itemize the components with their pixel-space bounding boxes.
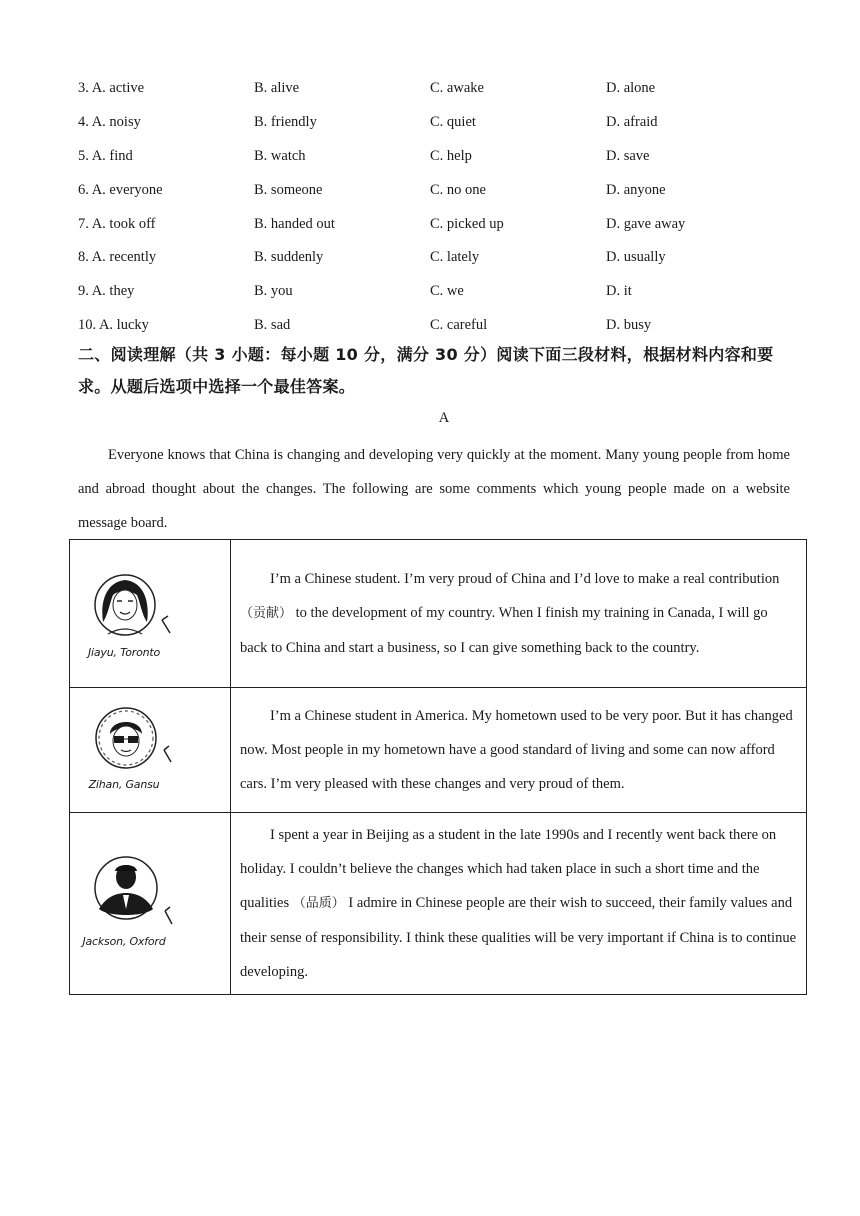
option-a: 6. A. everyone (78, 181, 163, 198)
option-b: B. friendly (254, 114, 317, 131)
man-portrait-icon (70, 813, 230, 994)
avatar (70, 813, 230, 994)
intro-paragraph: Everyone knows that China is changing and developing very quickly at the moment. Many young people from home and abroad thought about the changes. The following are some comments which young people made on a website message board. (78, 447, 790, 531)
option-row-7 (78, 207, 778, 241)
option-a: 5. A. find (78, 147, 133, 164)
passage-label: A (438, 410, 450, 426)
option-c: C. lately (430, 249, 480, 266)
option-row-10 (78, 309, 778, 343)
option-b: B. sad (254, 316, 291, 333)
comment-row (70, 688, 807, 813)
section-heading: 二、阅读理解（共 3 小题：每小题 10 分，满分 30 分）阅读下面三段材料，根据材料内容和要求。从题后选项中选择一个最佳答案。 (78, 345, 774, 396)
gloss: （品质） (292, 896, 345, 911)
option-a: 8. A. recently (78, 249, 157, 266)
option-c: C. help (430, 147, 472, 164)
option-b: B. alive (254, 80, 300, 97)
comments-table (69, 539, 807, 995)
comment-text-part: to the development of my country. When I finish my training in Canada, I will go back to China and start a business, so I can give something back to the country. (240, 605, 768, 656)
avatar (70, 540, 230, 687)
comment-text-part: I spent a year in Beijing as a student in the late 1990s and I recently went back there on holiday. I couldn’t believe the changes which had taken place in such a short time and the qualities (240, 827, 777, 911)
option-c: C. no one (430, 181, 486, 198)
girl-portrait-icon (70, 540, 230, 687)
option-c: C. careful (430, 316, 488, 333)
option-b: B. suddenly (254, 249, 324, 266)
option-a: 3. A. active (78, 80, 145, 97)
comment-row (70, 813, 807, 995)
avatar-cell (70, 688, 231, 813)
option-b: B. someone (254, 181, 323, 198)
option-row-5 (78, 140, 778, 174)
avatar-cell (70, 813, 231, 995)
comment-text-part: I’m a Chinese student in America. My hometown used to be very poor. But it has changed now. Most people in my hometown have a good standard of living and some can now afford cars. I’m very pleased with these changes and very proud of them. (240, 707, 793, 792)
gloss: （贡献） (240, 606, 293, 621)
option-row-9 (78, 275, 778, 309)
boy-portrait-icon (70, 688, 230, 812)
option-d: D. it (606, 283, 632, 300)
option-b: B. handed out (254, 215, 335, 232)
comment-text (231, 540, 807, 688)
option-a: 9. A. they (78, 283, 135, 300)
comment-text (231, 688, 807, 813)
option-c: C. picked up (430, 215, 504, 232)
comment-text-part: I admire in Chinese people are their wish to succeed, their family values and their sense of responsibility. I think these qualities will be very important if China is to continue developing. (240, 895, 796, 980)
option-d: D. gave away (606, 215, 686, 232)
option-d: D. anyone (606, 181, 666, 198)
option-d: D. save (606, 147, 650, 164)
comment-text (231, 813, 807, 995)
option-b: B. watch (254, 147, 306, 164)
option-d: D. afraid (606, 114, 658, 131)
comment-text-part: I’m a Chinese student. I’m very proud of China and I’d love to make a real contribution (270, 571, 780, 587)
option-list (78, 72, 778, 342)
avatar-caption: Jiayu, Toronto (87, 646, 161, 659)
option-d: D. alone (606, 80, 656, 97)
avatar-caption: Zihan, Gansu (88, 778, 160, 791)
avatar-caption: Jackson, Oxford (82, 935, 166, 948)
option-c: C. quiet (430, 114, 476, 131)
comment-row (70, 540, 807, 688)
option-row-8 (78, 241, 778, 275)
option-c: C. awake (430, 80, 484, 97)
option-a: 4. A. noisy (78, 114, 141, 131)
option-c: C. we (430, 283, 464, 300)
option-row-3 (78, 72, 778, 106)
option-a: 7. A. took off (78, 215, 156, 232)
option-a: 10. A. lucky (78, 316, 149, 333)
option-row-4 (78, 106, 778, 140)
option-row-6 (78, 173, 778, 207)
avatar-cell (70, 540, 231, 688)
option-d: D. busy (606, 316, 652, 333)
option-b: B. you (254, 283, 293, 300)
avatar (70, 688, 230, 812)
option-d: D. usually (606, 249, 666, 266)
